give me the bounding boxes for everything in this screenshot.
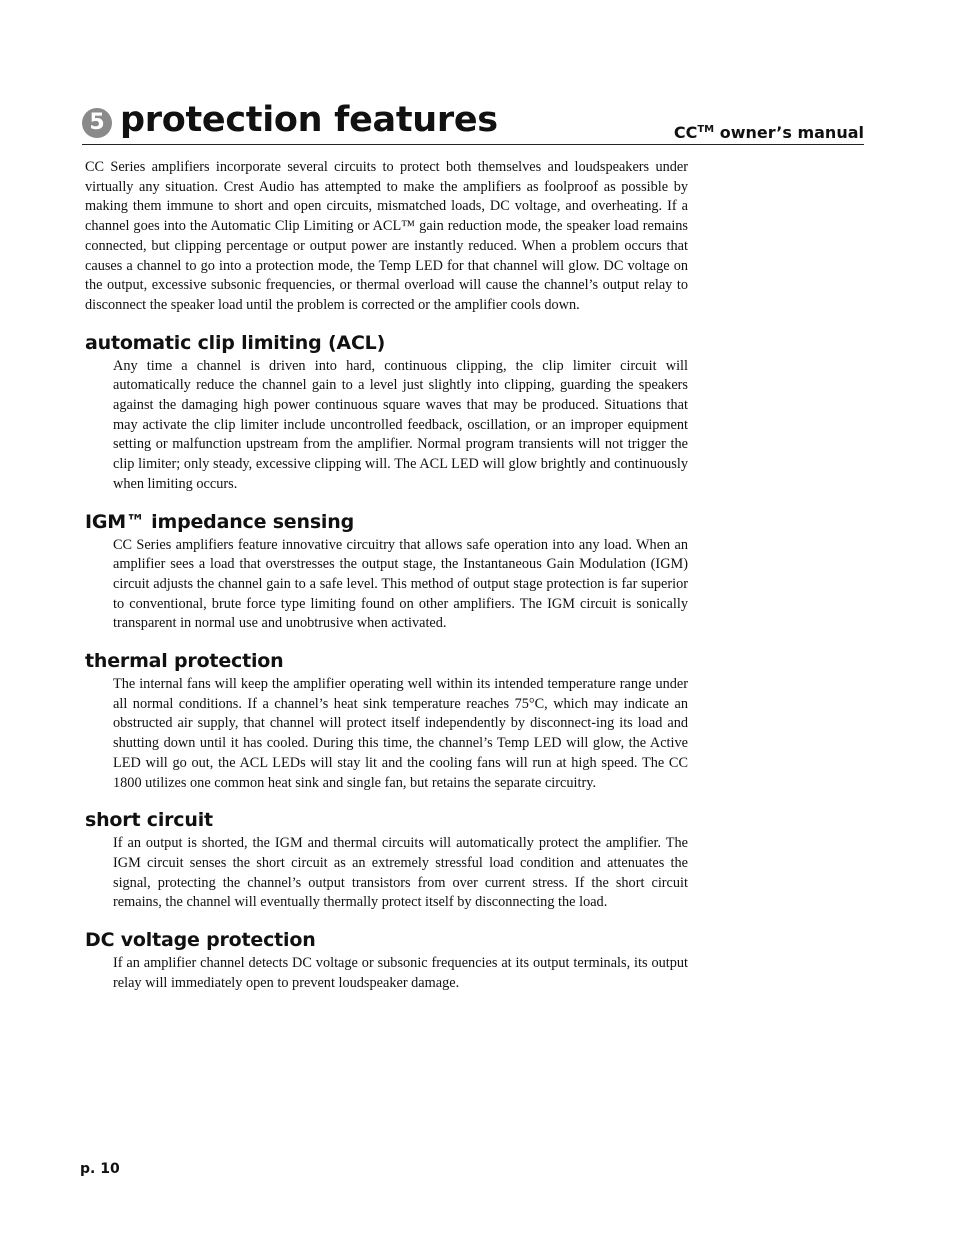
page-title: protection features: [120, 100, 498, 140]
section-body: The internal fans will keep the amplifier operating well within its intended temperature range under all normal conditions. If a channel’s heat sink temperature reaches 75°C, which may indicate an obstructed air supply, that channel will protect itself independently by disconnect-ing its load and shutting down until it has cooled. During this time, the channel’s Temp LED will glow, the Active LED will go out, the ACL LEDs will stay lit and the cooling fans will run at high speed. The CC 1800 utilizes one common heat sink and single fan, but retains the separate circuitry.: [113, 676, 688, 791]
manual-prefix: CC: [673, 123, 698, 142]
manual-name: [674, 123, 864, 142]
trademark-mark: TM: [697, 124, 715, 135]
manual-suffix: owner’s manual: [714, 123, 864, 142]
page-content: [85, 158, 688, 994]
section-heading: IGM™ impedance sensing: [85, 510, 354, 533]
section-heading: thermal protection: [85, 650, 284, 673]
page-number: p. 10: [80, 1161, 120, 1177]
intro-paragraph: CC Series amplifiers incorporate several circuits to protect both themselves and loudspeakers under virtually any situation. Crest Audio has attempted to make the amplifiers as foolproof as possible by making them immune to short and open circuits, mismatched loads, DC voltage, and overheating. If a channel goes into the Automatic Clip Limiting or ACL™ gain reduction mode, the speaker load remains connected, but clipping percentage or output power are instantly reduced. When a problem occurs that causes a channel to go into a protection mode, the Temp LED for that channel will glow. DC voltage on the output, excessive subsonic frequencies, or thermal overload will cause the channel’s output relay to disconnect the speaker load until the problem is corrected or the amplifier cools down.: [85, 159, 688, 313]
section-igm: [85, 510, 688, 635]
section-acl: [85, 331, 688, 495]
section-body: If an amplifier channel detects DC voltage or subsonic frequencies at its output terminals, its output relay will immediately open to prevent loudspeaker damage.: [113, 955, 688, 991]
section-thermal: [85, 649, 688, 793]
page-header: [82, 100, 864, 145]
section-heading: DC voltage protection: [85, 929, 316, 952]
section-heading: short circuit: [85, 809, 213, 832]
section-heading: automatic clip limiting (ACL): [85, 331, 386, 354]
section-dc-voltage: [85, 928, 688, 993]
section-short-circuit: [85, 808, 688, 913]
section-body: CC Series amplifiers feature innovative circuitry that allows safe operation into any load. When an amplifier sees a load that overstresses the output stage, the Instantaneous Gain Modulation (IGM) circuit adjusts the channel gain to a safe level. This method of output stage protection is far superior to conventional, brute force type limiting found on other amplifiers. The IGM circuit is sonically transparent in normal use and unobtrusive when activated.: [113, 536, 688, 632]
section-body: Any time a channel is driven into hard, continuous clipping, the clip limiter circuit will automatically reduce the channel gain to a level just slightly into clipping, guarding the speakers against the damaging high power continuous square waves that may be produced. Situations that may activate the clip limiter include uncontrolled feedback, oscillation, or an improper equipment setting or malfunction upstream from the amplifier. Normal program transients will not trigger the clip limiter; only steady, excessive clipping will. The ACL LED will glow brightly and continuously when limiting occurs.: [113, 357, 688, 492]
section-body: If an output is shorted, the IGM and thermal circuits will automatically protect the amplifier. The IGM circuit senses the short circuit as an extremely stressful load condition and attenuates the signal, protecting the channel’s output transistors from over current stress. If the short circuit remains, the channel will eventually thermally protect itself by disconnecting the load.: [113, 835, 688, 911]
chapter-number-badge: 5: [82, 108, 112, 138]
